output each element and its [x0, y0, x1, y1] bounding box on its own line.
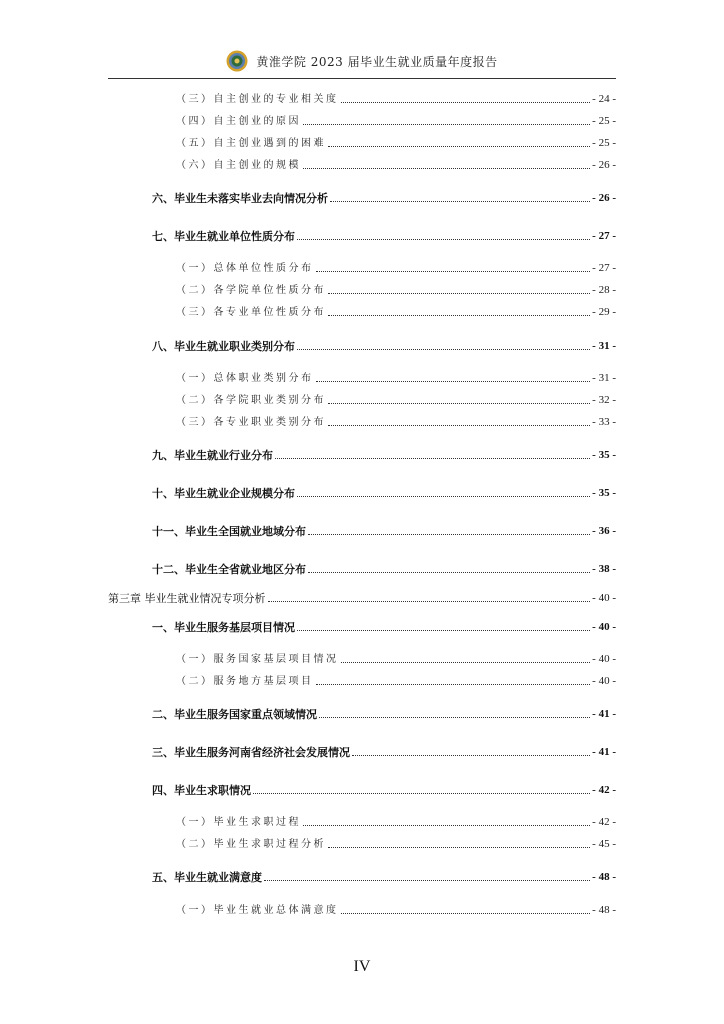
toc-entry[interactable] [176, 391, 616, 407]
toc-entry-title: （四）自主创业的原因 [176, 116, 301, 127]
report-title: 黄淮学院 2023 届毕业生就业质量年度报告 [256, 54, 498, 69]
toc-entry[interactable] [152, 781, 616, 797]
toc-entry-page: - 35 - [592, 449, 616, 461]
toc-entry-title: （二）服务地方基层项目 [176, 676, 314, 687]
toc-entry[interactable] [176, 813, 616, 829]
dot-leader [328, 403, 590, 404]
toc-entry-page: - 41 - [592, 708, 616, 720]
toc-entry-title: （三）各专业单位性质分布 [176, 307, 326, 318]
toc-entry-title: 二、毕业生服务国家重点领域情况 [152, 708, 317, 721]
toc-entry-title: 一、毕业生服务基层项目情况 [152, 621, 295, 634]
toc-entry-page: - 33 - [592, 416, 616, 428]
toc-entry-page: - 40 - [592, 592, 616, 604]
toc-entry-title: （六）自主创业的规模 [176, 160, 301, 171]
toc-entry-page: - 40 - [592, 621, 616, 633]
toc-entry[interactable] [152, 705, 616, 721]
dot-leader [297, 630, 590, 631]
toc-entry-title: （三）自主创业的专业相关度 [176, 94, 339, 105]
dot-leader [319, 717, 590, 718]
dot-leader [328, 146, 590, 147]
toc-entry[interactable] [176, 90, 616, 106]
dot-leader [341, 102, 591, 103]
toc-entry-title: （二）各学院单位性质分布 [176, 285, 326, 296]
toc-entry-title: 十、毕业生就业企业规模分布 [152, 487, 295, 500]
toc-entry[interactable] [152, 189, 616, 205]
dot-leader [275, 458, 590, 459]
dot-leader [268, 601, 591, 602]
toc-entry-page: - 28 - [592, 284, 616, 296]
toc-entry-page: - 29 - [592, 306, 616, 318]
toc-entry-page: - 32 - [592, 394, 616, 406]
toc-entry-title: 七、毕业生就业单位性质分布 [152, 230, 295, 243]
toc-entry-title: （一）服务国家基层项目情况 [176, 654, 339, 665]
toc-entry[interactable] [176, 835, 616, 851]
dot-leader [308, 572, 590, 573]
toc-entry[interactable] [152, 227, 616, 243]
toc-entry-page: - 35 - [592, 487, 616, 499]
dot-leader [328, 847, 590, 848]
dot-leader [297, 239, 590, 240]
toc-entry-title: （五）自主创业遇到的困难 [176, 138, 326, 149]
dot-leader [330, 201, 590, 202]
toc-entry-page: - 41 - [592, 746, 616, 758]
toc-entry-page: - 38 - [592, 563, 616, 575]
toc-entry-title: 八、毕业生就业职业类别分布 [152, 340, 295, 353]
page-number: IV [353, 958, 371, 975]
toc-entry-title: 六、毕业生未落实毕业去向情况分析 [152, 192, 328, 205]
toc-entry-title: （一）总体单位性质分布 [176, 263, 314, 274]
dot-leader [328, 293, 590, 294]
toc-entry-title: （三）各专业职业类别分布 [176, 417, 326, 428]
toc-entry[interactable] [152, 560, 616, 576]
toc-entry[interactable] [152, 618, 616, 634]
toc-entry-title: （一）总体职业类别分布 [176, 373, 314, 384]
dot-leader [341, 913, 591, 914]
toc-entry-page: - 26 - [592, 159, 616, 171]
toc-entry-page: - 48 - [592, 871, 616, 883]
toc-entry-title: 三、毕业生服务河南省经济社会发展情况 [152, 746, 350, 759]
toc-entry-title: 十二、毕业生全省就业地区分布 [152, 563, 306, 576]
toc-entry-title: 第三章 毕业生就业情况专项分析 [108, 592, 266, 605]
toc-entry[interactable] [176, 259, 616, 275]
dot-leader [352, 755, 590, 756]
toc-entry[interactable] [152, 522, 616, 538]
toc-entry-page: - 42 - [592, 816, 616, 828]
toc-entry-page: - 24 - [592, 93, 616, 105]
toc-entry-page: - 26 - [592, 192, 616, 204]
dot-leader [303, 124, 590, 125]
toc-entry[interactable] [176, 650, 616, 666]
toc-entry-title: 九、毕业生就业行业分布 [152, 449, 273, 462]
toc-entry[interactable] [176, 112, 616, 128]
toc-entry[interactable] [176, 156, 616, 172]
toc-entry-page: - 25 - [592, 137, 616, 149]
toc-entry-page: - 48 - [592, 904, 616, 916]
toc-entry[interactable] [152, 337, 616, 353]
toc-entry-page: - 45 - [592, 838, 616, 850]
toc-entry-title: （一）毕业生就业总体满意度 [176, 905, 339, 916]
toc-entry-title: （一）毕业生求职过程 [176, 817, 301, 828]
toc-entry-title: 十一、毕业生全国就业地域分布 [152, 525, 306, 538]
toc-entry[interactable] [152, 868, 616, 884]
dot-leader [308, 534, 590, 535]
toc-entry-title: 四、毕业生求职情况 [152, 784, 251, 797]
toc-entry-page: - 36 - [592, 525, 616, 537]
dot-leader [316, 684, 591, 685]
dot-leader [316, 381, 591, 382]
dot-leader [328, 315, 590, 316]
toc-entry-page: - 27 - [592, 230, 616, 242]
toc-entry[interactable] [176, 281, 616, 297]
toc-entry-title: 五、毕业生就业满意度 [152, 871, 262, 884]
toc-entry-title: （二）毕业生求职过程分析 [176, 839, 326, 850]
toc-entry-title: （二）各学院职业类别分布 [176, 395, 326, 406]
toc-entry-page: - 40 - [592, 653, 616, 665]
toc-entry-page: - 31 - [592, 372, 616, 384]
dot-leader [264, 880, 590, 881]
dot-leader [297, 349, 590, 350]
dot-leader [303, 168, 590, 169]
toc-entry-page: - 25 - [592, 115, 616, 127]
toc-entry-page: - 40 - [592, 675, 616, 687]
toc-entry[interactable] [176, 369, 616, 385]
dot-leader [341, 662, 591, 663]
toc-entry[interactable] [152, 743, 616, 759]
toc-entry[interactable] [176, 901, 616, 917]
toc-entry[interactable] [152, 484, 616, 500]
toc-entry[interactable] [152, 446, 616, 462]
dot-leader [303, 825, 590, 826]
toc-entry[interactable] [176, 413, 616, 429]
toc-entry[interactable] [176, 134, 616, 150]
dot-leader [316, 271, 591, 272]
dot-leader [328, 425, 590, 426]
dot-leader [253, 793, 590, 794]
toc-entry-page: - 27 - [592, 262, 616, 274]
toc-entry[interactable] [176, 672, 616, 688]
dot-leader [297, 496, 590, 497]
toc-chapter[interactable] [108, 589, 616, 605]
toc-entry-page: - 31 - [592, 340, 616, 352]
toc-entry-page: - 42 - [592, 784, 616, 796]
toc-entry[interactable] [176, 303, 616, 319]
